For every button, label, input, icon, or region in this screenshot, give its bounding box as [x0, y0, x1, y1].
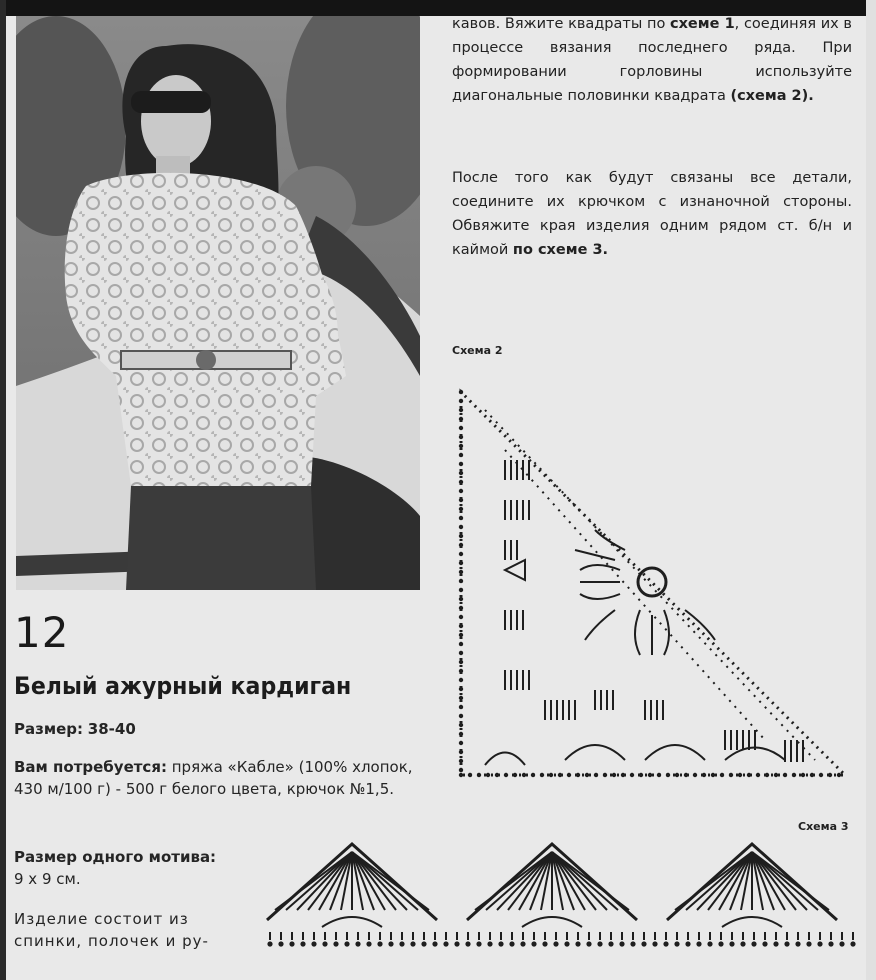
base-stitch-post: [489, 932, 491, 940]
base-stitch-dot: [839, 941, 844, 946]
chain-stitch-dot: [522, 773, 526, 777]
base-stitch-post: [335, 932, 337, 940]
base-stitch-dot: [608, 941, 613, 946]
article-title: Белый ажурный кардиган: [14, 672, 352, 700]
base-stitch-post: [665, 932, 667, 940]
chain-stitch-dot: [792, 773, 796, 777]
materials-label: Вам потребуется:: [14, 758, 167, 776]
materials-paragraph: [14, 756, 424, 800]
chain-stitch-dot: [684, 773, 688, 777]
chain-stitch-dot: [648, 773, 652, 777]
chain-stitch-dot: [558, 773, 562, 777]
chain-stitch-dot: [459, 669, 463, 673]
base-stitch-dot: [300, 941, 305, 946]
chain-stitch-dot: [459, 561, 463, 565]
base-stitch-post: [533, 932, 535, 940]
base-stitch-dot: [641, 941, 646, 946]
base-stitch-post: [412, 932, 414, 940]
chain-stitch-dot: [756, 773, 760, 777]
base-stitch-dot: [520, 941, 525, 946]
construction-paragraph: Изделие состоит из спинки, полочек и ру-: [14, 910, 209, 950]
chain-stitch-dot: [459, 570, 463, 574]
base-stitch-dot: [784, 941, 789, 946]
chain-stitch-dot: [639, 773, 643, 777]
chain-stitch-dot: [459, 642, 463, 646]
chain-stitch-dot: [567, 773, 571, 777]
chain-stitch-dot: [540, 773, 544, 777]
chain-stitch-dot: [612, 773, 616, 777]
base-stitch-dot: [487, 941, 492, 946]
base-stitch-dot: [564, 941, 569, 946]
base-stitch-post: [555, 932, 557, 940]
base-stitch-post: [302, 932, 304, 940]
base-stitch-dot: [377, 941, 382, 946]
chain-stitch-dot: [513, 773, 517, 777]
chain-stitch-dot: [459, 471, 463, 475]
base-stitch-dot: [795, 941, 800, 946]
chain-stitch-dot: [702, 773, 706, 777]
base-stitch-post: [467, 932, 469, 940]
base-stitch-post: [401, 932, 403, 940]
chain-stitch-dot: [837, 773, 841, 777]
base-stitch-dot: [476, 941, 481, 946]
chain-stitch-dot: [459, 489, 463, 493]
base-stitch-post: [676, 932, 678, 940]
edging-fan: [467, 844, 637, 927]
base-stitch-post: [434, 932, 436, 940]
base-stitch-dot: [619, 941, 624, 946]
chain-stitch-dot: [630, 773, 634, 777]
article-number: 12: [14, 608, 70, 657]
scheme2-svg: [445, 370, 855, 790]
base-stitch-post: [390, 932, 392, 940]
base-stitch-dot: [630, 941, 635, 946]
base-stitch-dot: [311, 941, 316, 946]
scheme1-reference: схеме 1: [669, 16, 735, 32]
chain-stitch-dot: [459, 588, 463, 592]
page-left-border: [0, 0, 6, 980]
base-stitch-post: [291, 932, 293, 940]
base-stitch-post: [610, 932, 612, 940]
base-stitch-dot: [509, 941, 514, 946]
chain-stitch-dot: [783, 773, 787, 777]
base-stitch-post: [500, 932, 502, 940]
motif-size-paragraph: [14, 846, 264, 890]
scheme2-label: Схема 2: [452, 344, 503, 357]
chain-stitch-dot: [504, 773, 508, 777]
base-stitch-post: [775, 932, 777, 940]
chain-stitch-dot: [459, 696, 463, 700]
chain-stitch-dot: [459, 660, 463, 664]
chain-stitch-dot: [774, 773, 778, 777]
chain-stitch-dot: [459, 444, 463, 448]
chain-stitch-dot: [549, 773, 553, 777]
base-stitch-post: [742, 932, 744, 940]
base-stitch-dot: [333, 941, 338, 946]
chain-stitch-dot: [459, 750, 463, 754]
scheme2-diagram: [445, 370, 855, 794]
instructions-text-c: После того как будут связаны все детали, соедините их крючком с изнаночной стороны. Обвяжите края изделия одним рядом ст. б/н и каймой: [452, 170, 852, 258]
base-stitch-dot: [850, 941, 855, 946]
base-stitch-dot: [575, 941, 580, 946]
base-stitch-dot: [553, 941, 558, 946]
base-stitch-post: [544, 932, 546, 940]
chain-stitch-dot: [531, 773, 535, 777]
chain-stitch-dot: [459, 678, 463, 682]
chain-stitch-dot: [693, 773, 697, 777]
chain-stitch-dot: [459, 498, 463, 502]
edging-fan: [667, 844, 837, 927]
chain-stitch-dot: [459, 399, 463, 403]
chain-stitch-dot: [459, 651, 463, 655]
base-stitch-dot: [322, 941, 327, 946]
base-stitch-dot: [432, 941, 437, 946]
base-stitch-dot: [531, 941, 536, 946]
chain-stitch-dot: [459, 534, 463, 538]
materials-text: пряжа «Кабле» (100% хлопок, 430 м/100 г) - 500 г белого цвета, крючок №1,5.: [14, 758, 413, 798]
base-stitch-dot: [817, 941, 822, 946]
base-stitch-dot: [388, 941, 393, 946]
chain-stitch-dot: [819, 773, 823, 777]
base-stitch-dot: [498, 941, 503, 946]
size-value: 38-40: [87, 720, 136, 738]
chain-stitch-dot: [459, 759, 463, 763]
chain-stitch-dot: [459, 732, 463, 736]
chain-stitch-dot: [459, 525, 463, 529]
chain-stitch-dot: [459, 705, 463, 709]
chain-stitch-dot: [576, 773, 580, 777]
base-stitch-dot: [762, 941, 767, 946]
chain-stitch-dot: [459, 714, 463, 718]
base-stitch-post: [423, 932, 425, 940]
chain-stitch-dot: [486, 773, 490, 777]
chain-stitch-dot: [459, 408, 463, 412]
chain-stitch-dot: [459, 417, 463, 421]
chain-stitch-dot: [459, 543, 463, 547]
chain-stitch-dot: [585, 773, 589, 777]
page-right-margin: [866, 0, 876, 980]
chain-stitch-dot: [459, 633, 463, 637]
base-stitch-post: [566, 932, 568, 940]
chain-stitch-dot: [747, 773, 751, 777]
base-stitch-dot: [454, 941, 459, 946]
instructions-paragraph-2: [452, 166, 852, 262]
base-stitch-post: [731, 932, 733, 940]
base-stitch-post: [621, 932, 623, 940]
model-photo: [16, 16, 420, 590]
chain-stitch-dot: [459, 768, 463, 772]
chain-stitch-dot: [621, 773, 625, 777]
chain-stitch-dot: [720, 773, 724, 777]
base-stitch-post: [357, 932, 359, 940]
base-stitch-post: [577, 932, 579, 940]
base-stitch-dot: [542, 941, 547, 946]
base-stitch-post: [819, 932, 821, 940]
base-stitch-post: [720, 932, 722, 940]
base-stitch-post: [588, 932, 590, 940]
size-label: Размер:: [14, 720, 84, 738]
scheme3-diagram: [262, 832, 862, 966]
chain-stitch-dot: [459, 773, 463, 777]
chain-stitch-dot: [459, 687, 463, 691]
chain-stitch-dot: [765, 773, 769, 777]
base-stitch-post: [445, 932, 447, 940]
base-stitch-dot: [674, 941, 679, 946]
chain-stitch-dot: [459, 624, 463, 628]
chain-stitch-dot: [594, 773, 598, 777]
base-stitch-post: [280, 932, 282, 940]
chain-stitch-dot: [828, 773, 832, 777]
chain-stitch-dot: [729, 773, 733, 777]
base-stitch-dot: [751, 941, 756, 946]
base-stitch-dot: [828, 941, 833, 946]
chain-stitch-dot: [666, 773, 670, 777]
base-stitch-post: [797, 932, 799, 940]
chain-stitch-dot: [477, 773, 481, 777]
base-stitch-post: [269, 932, 271, 940]
scheme3-fans: [267, 844, 837, 927]
chain-stitch-dot: [810, 773, 814, 777]
scheme2-reference: (схема 2).: [730, 88, 814, 104]
chain-stitch-dot: [468, 773, 472, 777]
chain-stitch-dot: [459, 741, 463, 745]
base-stitch-dot: [421, 941, 426, 946]
base-stitch-post: [632, 932, 634, 940]
base-stitch-post: [511, 932, 513, 940]
chain-stitch-dot: [459, 579, 463, 583]
base-stitch-dot: [278, 941, 283, 946]
base-stitch-post: [709, 932, 711, 940]
base-stitch-dot: [707, 941, 712, 946]
base-stitch-post: [753, 932, 755, 940]
chain-stitch-dot: [459, 426, 463, 430]
base-stitch-post: [698, 932, 700, 940]
base-stitch-dot: [366, 941, 371, 946]
chain-stitch-dot: [459, 606, 463, 610]
base-stitch-dot: [399, 941, 404, 946]
base-stitch-post: [764, 932, 766, 940]
size-line: [14, 718, 434, 740]
chain-stitch-dot: [495, 773, 499, 777]
scheme3-svg: [262, 832, 862, 962]
chain-stitch-dot: [459, 462, 463, 466]
chain-stitch-dot: [459, 435, 463, 439]
base-stitch-dot: [465, 941, 470, 946]
chain-stitch-dot: [459, 615, 463, 619]
base-stitch-dot: [355, 941, 360, 946]
chain-stitch-dot: [459, 597, 463, 601]
base-stitch-dot: [586, 941, 591, 946]
base-stitch-post: [643, 932, 645, 940]
base-stitch-post: [379, 932, 381, 940]
motif-size-value: 9 х 9 см.: [14, 870, 81, 888]
base-stitch-dot: [685, 941, 690, 946]
chain-stitch-dot: [459, 453, 463, 457]
base-stitch-dot: [443, 941, 448, 946]
base-stitch-post: [786, 932, 788, 940]
chain-stitch-dot: [738, 773, 742, 777]
instructions-text-b: , соединяя их в процессе вязания последнего ряда. При формировании горловины используйте диагональные половинки квадрата: [452, 16, 852, 104]
base-stitch-dot: [652, 941, 657, 946]
base-stitch-post: [346, 932, 348, 940]
model-photo-illustration: [16, 16, 420, 590]
base-stitch-dot: [729, 941, 734, 946]
chain-stitch-dot: [459, 516, 463, 520]
base-stitch-post: [852, 932, 854, 940]
base-stitch-dot: [663, 941, 668, 946]
base-stitch-post: [808, 932, 810, 940]
scheme3-label: Схема 3: [798, 820, 849, 833]
instructions-text-a: кавов. Вяжите квадраты по: [452, 16, 670, 32]
base-stitch-dot: [773, 941, 778, 946]
chain-stitch-dot: [801, 773, 805, 777]
chain-stitch-dot: [459, 480, 463, 484]
chain-stitch-dot: [603, 773, 607, 777]
chain-stitch-dot: [459, 552, 463, 556]
motif-size-label: Размер одного мотива:: [14, 848, 217, 866]
base-stitch-dot: [410, 941, 415, 946]
base-stitch-post: [687, 932, 689, 940]
scheme3-reference: по схеме 3.: [512, 242, 609, 258]
base-stitch-dot: [597, 941, 602, 946]
scheme3-base-row: [267, 932, 855, 947]
edging-fan: [267, 844, 437, 927]
base-stitch-post: [522, 932, 524, 940]
base-stitch-dot: [718, 941, 723, 946]
base-stitch-post: [478, 932, 480, 940]
chain-stitch-dot: [459, 723, 463, 727]
base-stitch-post: [313, 932, 315, 940]
instructions-paragraph-1: [452, 12, 852, 108]
chain-stitch-dot: [459, 390, 463, 394]
chain-stitch-dot: [675, 773, 679, 777]
base-stitch-dot: [289, 941, 294, 946]
base-stitch-post: [841, 932, 843, 940]
base-stitch-post: [830, 932, 832, 940]
base-stitch-dot: [344, 941, 349, 946]
chain-stitch-dot: [459, 507, 463, 511]
base-stitch-dot: [267, 941, 272, 946]
base-stitch-dot: [740, 941, 745, 946]
chain-stitch-dot: [711, 773, 715, 777]
base-stitch-post: [456, 932, 458, 940]
base-stitch-post: [654, 932, 656, 940]
base-stitch-dot: [696, 941, 701, 946]
base-stitch-post: [368, 932, 370, 940]
base-stitch-dot: [806, 941, 811, 946]
base-stitch-post: [599, 932, 601, 940]
base-stitch-post: [324, 932, 326, 940]
chain-stitch-dot: [657, 773, 661, 777]
